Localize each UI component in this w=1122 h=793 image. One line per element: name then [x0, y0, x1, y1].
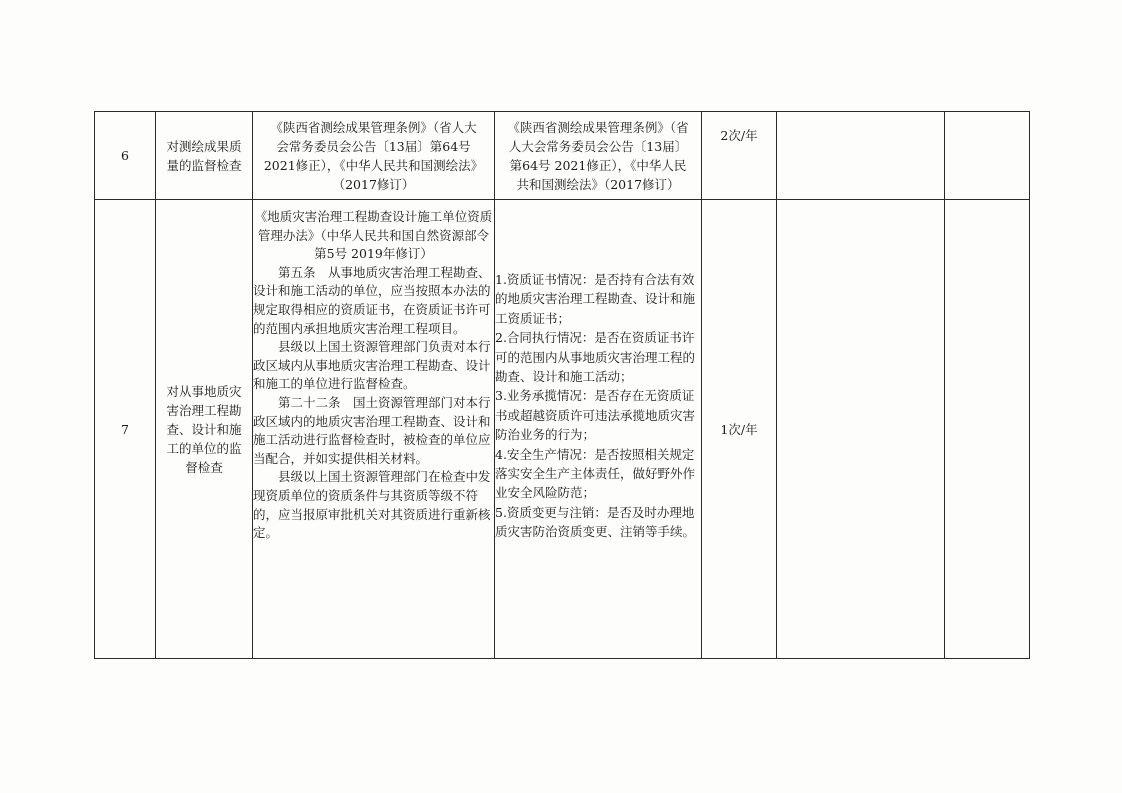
basis-paragraph: 县级以上国土资源管理部门负责对本行政区域内从事地质灾害治理工程勘查、设计和施工的单位进行监督检查。	[253, 339, 491, 392]
basis-paragraph: 第五条 从事地质灾害治理工程勘查、设计和施工活动的单位，应当按照本办法的规定取得相应的资质证书，在资质证书许可的范围内承担地质灾害治理工程项目。	[253, 264, 491, 336]
legal-basis	[253, 200, 495, 659]
item-line: 查、设计和施	[166, 421, 242, 437]
check-frequency: 2次/年	[702, 112, 777, 200]
empty-cell	[777, 112, 945, 200]
item-line: 工的单位的监	[166, 440, 242, 456]
basis-line: 会常务委员会公告〔13届〕第64号	[276, 138, 471, 154]
check-content	[495, 200, 702, 659]
item-line: 对从事地质灾	[166, 383, 242, 399]
item-line: 督检查	[185, 459, 223, 475]
table-row	[95, 200, 1030, 659]
legal-basis	[253, 112, 495, 200]
inspection-item	[156, 200, 253, 659]
row-number: 7	[95, 200, 156, 659]
table-row	[95, 112, 1030, 200]
basis-paragraph: 第二十二条 国土资源管理部门对本行政区域内的地质灾害治理工程勘查、设计和施工活动进行监督检查时，被检查的单位应当配合，并如实提供相关材料。	[253, 394, 491, 466]
check-item: 1.资质证书情况：是否持有合法有效的地质灾害治理工程勘查、设计和施工资质证书；	[495, 272, 696, 326]
check-item: 2.合同执行情况：是否在资质证书许可的范围内从事地质灾害治理工程的勘查、设计和施工活动；	[495, 330, 696, 385]
check-line: 第64号 2021修正），《中华人民	[509, 157, 687, 173]
basis-line: 2021修正），《中华人民共和国测绘法》	[263, 157, 484, 173]
check-content	[495, 112, 702, 200]
empty-cell	[777, 200, 945, 659]
basis-paragraph: 县级以上国土资源管理部门在检查中发现资质单位的资质条件与其资质等级不符的，应当报原审批机关对其资质进行重新核定。	[253, 469, 491, 541]
check-item: 5.资质变更与注销：是否及时办理地质灾害防治资质变更、注销等手续。	[495, 504, 696, 540]
basis-paragraph: 《地质灾害治理工程勘查设计施工单位资质管理办法》（中华人民共和国自然资源部令第5号 2019年修订）	[254, 209, 493, 262]
empty-cell	[945, 200, 1030, 659]
check-item: 3.业务承揽情况：是否存在无资质证书或超越资质许可违法承揽地质灾害防治业务的行为；	[495, 388, 696, 443]
item-line: 害治理工程勘	[166, 402, 242, 418]
item-line: 对测绘成果质	[166, 138, 242, 154]
check-line: 《陕西省测绘成果管理条例》（省	[507, 119, 689, 135]
check-line: 人大会常务委员会公告〔13届〕	[508, 138, 688, 154]
basis-line: （2017修订）	[332, 176, 415, 192]
inspection-table	[94, 111, 1030, 659]
basis-line: 《陕西省测绘成果管理条例》（省人大	[270, 119, 477, 135]
item-line: 量的监督检查	[166, 157, 242, 173]
check-item: 4.安全生产情况：是否按照相关规定落实安全生产主体责任，做好野外作业安全风险防范；	[495, 446, 696, 501]
check-frequency: 1次/年	[702, 200, 777, 659]
empty-cell	[945, 112, 1030, 200]
inspection-item	[156, 112, 253, 200]
row-number: 6	[95, 112, 156, 200]
check-line: 共和国测绘法》（2017修订）	[516, 176, 680, 192]
